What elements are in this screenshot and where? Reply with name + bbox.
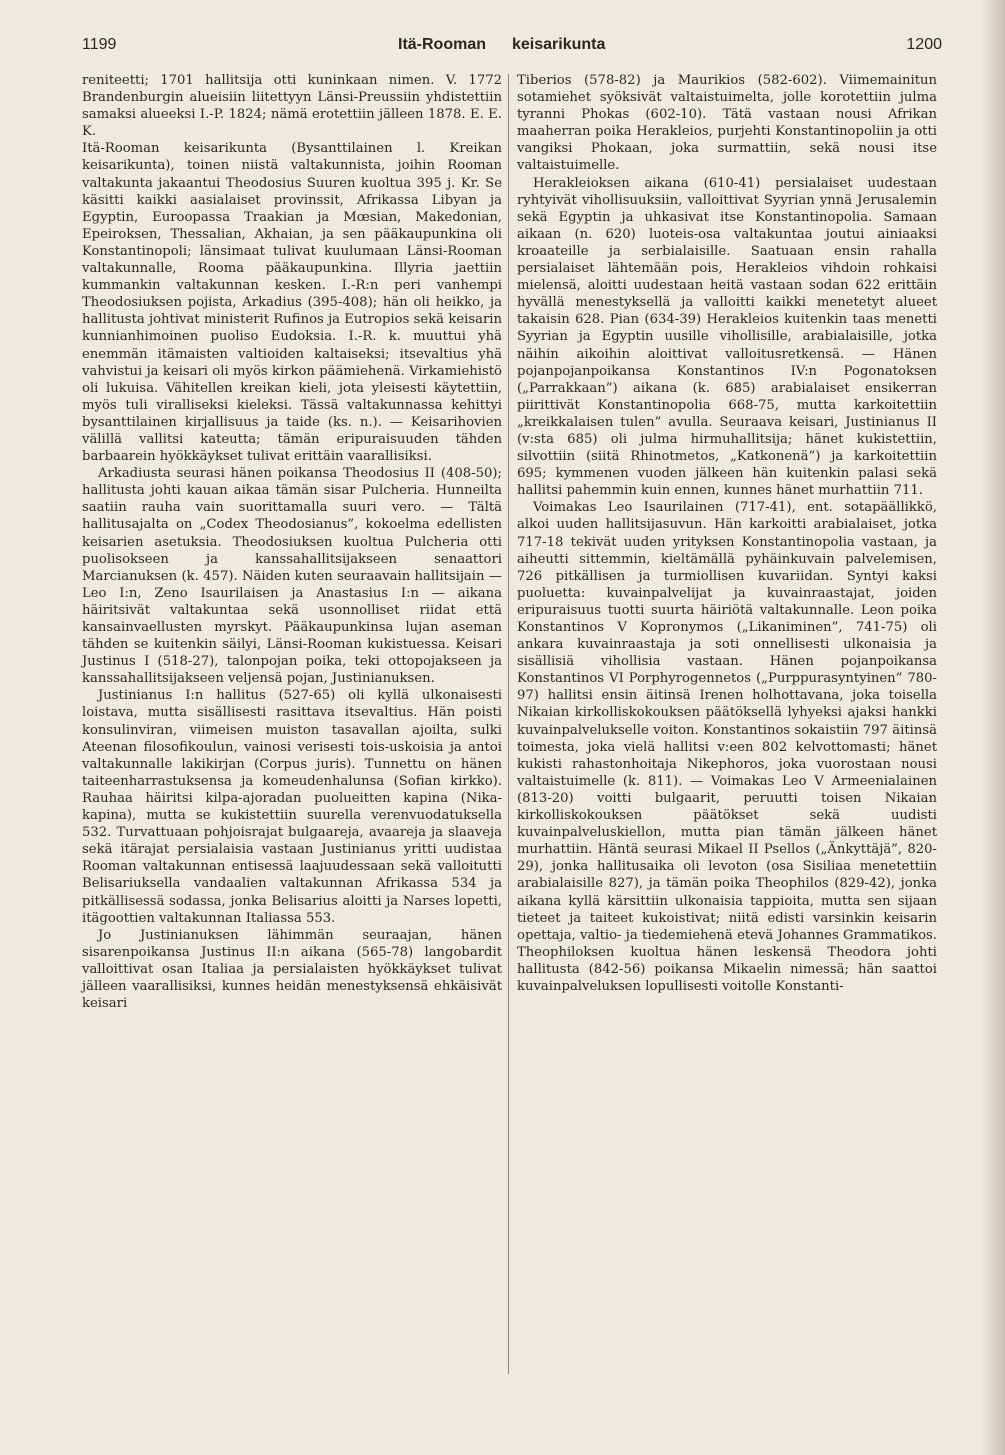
paragraph: Itä-Rooman keisarikunta (Bysanttilainen l. Kreikan keisarikunta), toinen niistä valtakunnista, joihin Rooman valtakunta jakaantui Theodosius Suuren kuoltua 395 j. Kr. Se käsitti kaikki aasialaiset provinssit, Afrikassa Libyan ja Egyptin, Euroopassa Traakian ja Mœsian, Makedonian, Epeiroksen, Thessalian, Akhaian, ja sen pääkaupunkina oli Konstantinopoli; länsimaat tulivat kuulumaan Länsi-Rooman valtakunnalle, Rooma pääkaupunkina. Illyria jaettiin kummankin valtakunnan kesken. I.-R:n peri vanhempi Theodosiuksen pojista, Arkadius (395-408); hän oli heikko, ja hallitusta johtivat ministerit Rufinos ja Eutropios sekä keisarin kunnianhimoinen puoliso Eudoksia. I.-R. k. muuttui yhä enemmän itämaisten valtioiden kaltaiseksi; itsevaltius yhä vahvistui ja keisari oli myös kirkon päämiehenä. Virkamiehistö oli lukuisa. Vähitellen kreikan kieli, jota yleisesti käytettiin, myös tuli viralliseksi kieleksi. Tässä valtakunnassa kehittyi bysanttilainen kirjallisuus ja taide (ks. n.). — Keisarihovien välillä vallitsi kateutta; tämän eripuraisuuden tähden barbaarein hyökkäykset tulivat erittäin vaarallisiksi. [82,141,502,465]
paragraph: reniteetti; 1701 hallitsija otti kuninkaan nimen. V. 1772 Brandenburgin alueisiin liitettyyn Länsi-Preussiin yhdistettiin samaksi alueeksi I.-P. 1824; nämä erotettiin jälleen 1878. E. E. K. [82,73,502,140]
page-number-right: 1200 [906,36,942,53]
header-title-right: keisarikunta [512,36,606,53]
page-number-left: 1199 [82,36,117,53]
column-divider [508,74,509,1374]
paragraph: Tiberios (578-82) ja Maurikios (582-602). Viimemainitun sotamiehet syöksivät valtaistuimelta, jolle korotettiin julma tyranni Phokas (602-10). Tätä vastaan nousi Afrikan maaherran poika Herakleios, purjehti Konstantinopoliin ja otti vangiksi Phokaan, joka surmattiin, sekä nousi itse valtaistuimelle. [517,73,937,174]
header-title-left: Itä-Rooman [398,36,486,53]
paragraph: Voimakas Leo Isaurilainen (717-41), ent. sotapäällikkö, alkoi uuden hallitsijasuvun. Hän karkoitti arabialaiset, jotka 717-18 tekivät uuden yrityksen Konstantinopolia vastaan, ja aiheutti sittemmin, kieltämällä pyhäinkuvain palvelemisen, 726 pitkällisen ja turmiollisen kuvariidan. Syntyi kaksi puoluetta: kuvainpalvelijat ja kuvainraastajat, joiden eripuraisuus tuotti suurta häiriötä valtakunnalle. Leon poika Konstantinos V Kopronymos („Likaniminen”, 741-75) oli ankara kuvainraastaja ja soti onnellisesti ulkonaisia ja sisällisiä vihollisia vastaan. Hänen pojanpoikansa Konstantinos VI Porphyrogennetos („Purppurasyntyinen” 780-97) hallitsi ensin äitinsä Irenen holhottavana, joka toisella Nikaian kirkolliskokouksen päätöksellä lyhyeksi ajaksi hankki kuvainpalvelukselle voiton. Konstantinos sokaistiin 797 äitinsä toimesta, joka vielä hallitsi v:een 802 kelvottomasti; hänet kukisti rahastonhoitaja Nikephoros, joka vuorostaan nousi valtaistuimelle (k. 811). — Voimakas Leo V Armeenialainen (813-20) voitti bulgaarit, peruutti toisen Nikaian kirkolliskokouksen päätökset sekä uudisti kuvainpalveluskiellon, mutta pian tämän jälkeen hänet murhattiin. Häntä seurasi Mikael II Psellos („Änkyttäjä”, 820-29), jonka hallitusaika oli levoton (osa Sisiliaa menetettiin arabialaisille 827), ja tämän poika Theophilos (829-42), jonka aikana kyllä kärsittiin ulkonaisia tappioita, mutta sen sijaan tieteet ja taiteet kukoistivat; niitä edisti varsinkin keisarin opettaja, valtio- ja tiedemiehenä etevä Johannes Grammatikos. Theophiloksen kuoltua hänen leskensä Theodora johti hallitusta (842-56) poikansa Mikaelin nimessä; hän saattoi kuvainpalveluksen lopullisesti voitolle Konstanti- [517,500,937,994]
paragraph: Justinianus I:n hallitus (527-65) oli kyllä ulkonaisesti loistava, mutta sisällisesti rasittava itsevaltius. Hän poisti konsulinviran, viimeisen muiston tasavallan ajoilta, sulki Ateenan filosofikoulun, vainosi verisesti tois-uskoisia ja antoi valtakunnalle lakikirjan (Corpus juris). Tunnettu on hänen taiteenharrastuksensa ja komeudenhalunsa (Sofian kirkko). Rauhaa häiritsi kilpa-ajoradan puolueitten kapina (Nika-kapina), mutta se kukistettiin suurella verenvuodatuksella 532. Turvattuaan pohjoisrajat bulgaareja, avaareja ja slaaveja sekä itärajat persialaisia vastaan Justinianus yritti uudistaa Rooman valtakunnan entisessä laajuudessaan sekä valloitutti Belisariuksella vandaalien valtakunnan Afrikassa 534 ja pitkällisessä sodassa, jonka Belisarius aloitti ja Narses lopetti, itägoottien valtakunnan Italiassa 553. [82,688,502,926]
page-edge-shadow [983,0,1005,1455]
right-column [517,72,937,995]
paragraph: Jo Justinianuksen lähimmän seuraajan, hänen sisarenpoikansa Justinus II:n aikana (565-78) langobardit valloittivat osan Italiaa ja persialaisten hyökkäykset tulivat jälleen vaarallisiksi, kunnes heidän menestyksensä ehkäisivät keisari [82,927,502,1012]
paragraph: Herakleioksen aikana (610-41) persialaiset uudestaan ryhtyivät vihollisuuksiin, valloittivat Syyrian ynnä Jerusalemin sekä Egyptin ja uhkasivat itse Konstantinopolia. Samaan aikaan (n. 620) luoteis-osa valtakuntaa joutui ainiaaksi kroaateille ja serbialaisille. Saatuaan ensin rahalla persialaiset lähtemään pois, Herakleios vihdoin rohkaisi mielensä, aloitti uudestaan heitä vastaan sodan 622 erittäin hyvällä menestyksellä ja valloitti kaikki menetetyt alueet takaisin 628. Pian (634-39) Herakleios kuitenkin taas menetti Syyrian ja Egyptin uusille vihollisille, arabialaisille, jotka näihin aikoihin aloittivat valloitusretkensä. — Hänen pojanpojanpoikansa Konstantinos IV:n Pogonatoksen („Parrakkaan”) aikana (k. 685) arabialaiset ensikerran piirittivät Konstantinopolia 668-75, mutta karkoitettiin „kreikkalaisen tulen” avulla. Seuraava keisari, Justinianus II (v:sta 685) oli julma hirmuhallitsija; hänet kukistettiin, silvottiin (siitä Rhinotmetos, „Katkonenä”) ja karkoitettiin 695; kymmenen vuoden jälkeen hän kuitenkin palasi sekä hallitsi pahemmin kuin ennen, kunnes hänet murhattiin 711. [517,175,937,499]
running-header [82,36,942,60]
left-column [82,72,502,1012]
paragraph: Arkadiusta seurasi hänen poikansa Theodosius II (408-50); hallitusta johti kauan aikaa tämän sisar Pulcheria. Hunneilta saatiin rauha vain suorittamalla suuri vero. — Tältä hallitusajalta on „Codex Theodosianus”, kokoelma edellisten keisarien asetuksia. Theodosiuksen kuoltua Pulcheria otti puolisokseen ja kanssahallitsijakseen senaattori Marcianuksen (k. 457). Näiden kuten seuraavain hallitsijain — Leo I:n, Zeno Isaurilaisen ja Anastasius I:n — aikana häiritsivät valtakuntaa sekä usonnolliset riidat että kansainvaellusten myrskyt. Pääkaupunkinsa lujan aseman tähden se kuitenkin säilyi, Länsi-Rooman kukistuessa. Keisari Justinus I (518-27), talonpojan poika, teki ottopojakseen ja kanssahallitsijakseen veljensä pojan, Justinianuksen. [82,466,502,687]
